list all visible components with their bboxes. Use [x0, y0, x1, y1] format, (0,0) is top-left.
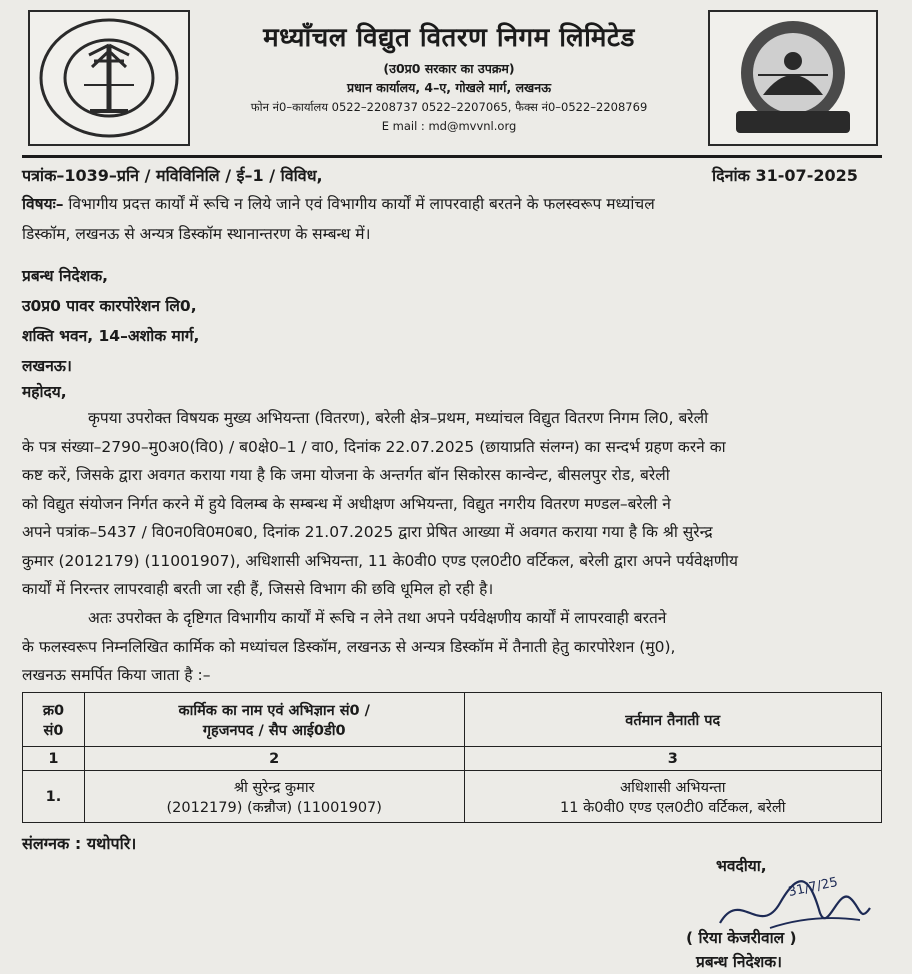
subject-text-1: विभागीय प्रदत्त कार्यों में रूचि न लिये जाने एवं विभागीय कार्यों में लापरवाही बरतने के फलस्वरूप मध्यांचल [63, 195, 655, 213]
signatory-designation: प्रबन्ध निदेशक। [696, 953, 783, 971]
letter-date: दिनांक 31-07-2025 [712, 166, 858, 185]
addressee-line-2: उ0प्र0 पावर कारपोरेशन लि0, [22, 297, 197, 315]
parent-organization: (उ0प्र0 सरकार का उपक्रम) [383, 61, 515, 76]
table-column-number-row [23, 747, 882, 771]
azadi-amrit-mahotsav-emblem-icon [718, 15, 868, 141]
email-line: E mail : md@mvvnl.org [381, 119, 517, 133]
reference-number: पत्रांक–1039–प्रनि / मविविनिलि / ई–1 / विविध, [22, 166, 323, 185]
header-serial [23, 693, 85, 747]
phone-fax-line: फोन नं0–कार्यालय 0522–2208737 0522–2207065, फैक्स नं0–0522–2208769 [250, 100, 648, 114]
posting-designation: अधिशासी अभियन्ता [620, 779, 726, 796]
body-p1-line: को विद्युत संयोजन निर्गत करने में हुये विलम्ब के सम्बन्ध में अधीक्षण अभियन्ता, विद्युत नगरीय वितरण मण्डल–बरेली ने [22, 494, 671, 513]
column-number: 3 [464, 747, 882, 771]
subject-line-1 [22, 192, 655, 214]
posting-location: 11 के0वी0 एण्ड एल0टी0 वर्टिकल, बरेली [560, 799, 786, 816]
header-employee-line-1: कार्मिक का नाम एवं अभिज्ञान सं0 / [178, 702, 370, 719]
body-paragraph-2 [22, 604, 884, 690]
subject-line-2: डिस्कॉम, लखनऊ से अन्यत्र डिस्कॉम स्थानान्तरण के सम्बन्ध में। [22, 225, 371, 243]
organization-name: मध्याँचल विद्युत वितरण निगम लिमिटेड [263, 23, 635, 53]
body-p2-line: के फलस्वरूप निम्नलिखित कार्मिक को मध्यांचल डिस्कॉम, लखनऊ से अन्यत्र डिस्कॉम में तैनाती हेतु कारपोरेशन (मु0), [22, 637, 676, 656]
column-number: 2 [84, 747, 464, 771]
header-posting: वर्तमान तैनाती पद [464, 693, 882, 747]
signatory-name: ( रिया केजरीवाल ) [686, 929, 797, 947]
head-office-address: प्रधान कार्यालय, 4–ए, गोखले मार्ग, लखनऊ [346, 80, 552, 95]
body-paragraph-1 [22, 404, 884, 604]
body-p1-line: कार्यों में निरन्तर लापरवाही बरती जा रही हैं, जिससे विभाग की छवि धूमिल हो रही है। [22, 580, 494, 598]
body-p1-line: कष्ट करें, जिसके द्वारा अवगत कराया गया है कि जमा योजना के अन्तर्गत बॉन सिकोरस कान्वेन्ट, बीसलपुर रोड, बरेली [22, 466, 670, 484]
body-p1-line: कुमार (2012179) (11001907), अधिशासी अभियन्ता, 11 के0वी0 एण्ड एल0टी0 वर्टिकल, बरेली द्वारा अपने पर्यवेक्षणीय [22, 551, 738, 570]
header-employee [84, 693, 464, 747]
employee-name: श्री सुरेन्द्र कुमार [233, 779, 315, 796]
letterhead-divider [22, 155, 882, 158]
subject-label: विषयः– [22, 195, 64, 213]
addressee-line-1: प्रबन्ध निदेशक, [22, 267, 109, 285]
table-row [23, 771, 882, 823]
personnel-table [22, 692, 882, 823]
row-serial: 1. [23, 771, 85, 823]
body-p1-line: के पत्र संख्या–2790–मु0अ0(वि0) / ब0क्षे0–1 / वा0, दिनांक 22.07.2025 (छायाप्रति संलग्न) का सन्दर्भ ग्रहण करने का [22, 437, 726, 456]
left-logo-box [28, 10, 190, 146]
column-number: 1 [23, 747, 85, 771]
addressee-line-3: शक्ति भवन, 14–अशोक मार्ग, [22, 327, 200, 345]
header-employee-line-2: गृहजनपद / सैप आई0डी0 [202, 722, 346, 739]
header-serial-line-1: क्र0 [42, 702, 65, 719]
right-logo-box [708, 10, 878, 146]
salutation: महोदय, [22, 383, 67, 401]
enclosure-note: संलग्नक : यथोपरि। [22, 834, 137, 853]
closing: भवदीया, [716, 857, 767, 875]
row-employee [84, 771, 464, 823]
body-p2-line: अतः उपरोक्त के दृष्टिगत विभागीय कार्यों में रूचि न लेने तथा अपने पर्यवेक्षणीय कार्यों में लापरवाही बरतने [88, 609, 667, 627]
table-header-row [23, 693, 882, 747]
addressee-line-4: लखनऊ। [22, 357, 72, 375]
header-serial-line-2: सं0 [43, 722, 64, 739]
signature-date: 31/7/25 [786, 874, 840, 901]
mvvnl-logo-icon [34, 15, 184, 141]
letterhead [196, 14, 702, 137]
row-posting [464, 771, 882, 823]
body-p1-line: कृपया उपरोक्त विषयक मुख्य अभियन्ता (वितरण), बरेली क्षेत्र–प्रथम, मध्यांचल विद्युत वितरण निगम लि0, बरेली [88, 409, 709, 427]
signature-block [650, 850, 900, 974]
employee-ids: (2012179) (कन्नौज) (11001907) [166, 799, 382, 816]
body-p1-line: अपने पत्रांक–5437 / वि0न0वि0म0ब0, दिनांक 21.07.2025 द्वारा प्रेषित आख्या में अवगत कराया गया है कि श्री सुरेन्द्र [22, 523, 713, 541]
body-p2-line: लखनऊ समर्पित किया जाता है :– [22, 666, 211, 684]
